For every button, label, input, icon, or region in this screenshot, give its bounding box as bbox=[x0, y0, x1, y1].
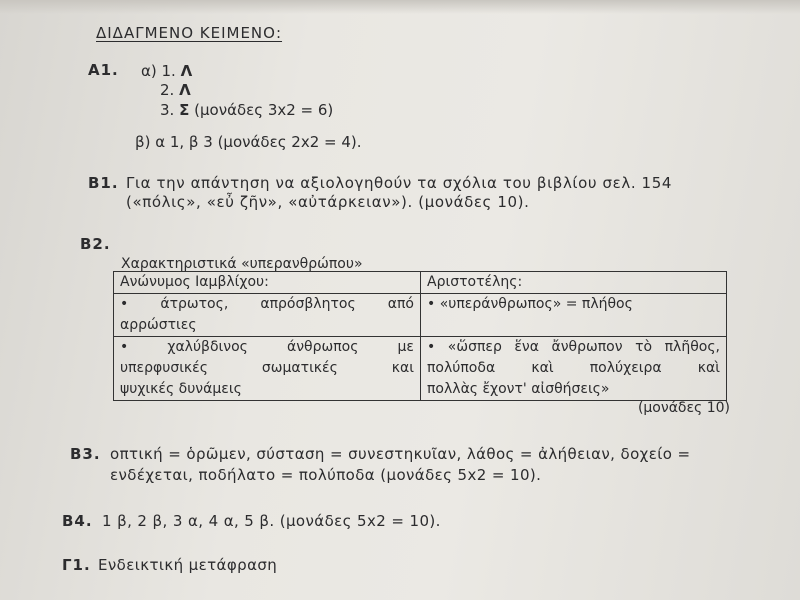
g1-label: Γ1. bbox=[62, 556, 91, 574]
b3-line-1: οπτική = ὁρῶμεν, σύσταση = συνεστηκυῖαν, λάθος = ἀλήθειαν, δοχείο = bbox=[110, 445, 691, 463]
table-cell-right bbox=[421, 294, 727, 337]
cell-line: • «ὥσπερ ἕνα ἄνθρωπον τὸ πλῆθος, bbox=[427, 339, 720, 355]
table-cell-left bbox=[114, 294, 421, 337]
cell-line: αρρώστιες bbox=[120, 317, 197, 333]
b2-label: Β2. bbox=[80, 235, 111, 253]
a1-num-3: 3. bbox=[160, 101, 175, 119]
a1-num-2: 2. bbox=[160, 81, 175, 99]
table-header-left: Ανώνυμος Ιαμβλίχου: bbox=[114, 272, 421, 294]
b2-points: (μονάδες 10) bbox=[637, 400, 730, 416]
a1-alpha-line-1 bbox=[141, 62, 192, 80]
page-title: ΔΙΔΑΓΜΕΝΟ ΚΕΙΜΕΝΟ: bbox=[96, 24, 283, 42]
cell-line: ψυχικές δυνάμεις bbox=[120, 381, 242, 397]
page-top-shadow bbox=[0, 0, 800, 14]
a1-alpha-prefix: α) 1. bbox=[141, 62, 176, 80]
cell-line: • «υπεράνθρωπος» = πλήθος bbox=[427, 296, 633, 312]
cell-line: • άτρωτος, απρόσβλητος από bbox=[120, 296, 414, 312]
a1-beta-line: β) α 1, β 3 (μονάδες 2x2 = 4). bbox=[135, 133, 362, 151]
b3-line-2: ενδέχεται, ποδήλατο = πολύποδα (μονάδες 5x2 = 10). bbox=[110, 466, 542, 484]
table-row bbox=[114, 337, 727, 401]
b1-line-1: Για την απάντηση να αξιολογηθούν τα σχόλια του βιβλίου σελ. 154 bbox=[126, 174, 672, 192]
g1-text: Ενδεικτική μετάφραση bbox=[98, 556, 278, 574]
a1-alpha-line-2 bbox=[160, 81, 191, 99]
table-cell-left bbox=[114, 337, 421, 401]
a1-alpha-line-3 bbox=[160, 101, 333, 119]
table-caption: Χαρακτηριστικά «υπερανθρώπου» bbox=[121, 256, 363, 272]
a1-answer-1: Λ bbox=[180, 62, 193, 80]
a1-answer-3: Σ bbox=[179, 101, 190, 119]
table-cell-right bbox=[421, 337, 727, 401]
b3-label: Β3. bbox=[70, 445, 101, 463]
b1-label: Β1. bbox=[88, 174, 119, 192]
cell-line: • χαλύβδινος άνθρωπος με bbox=[120, 339, 414, 355]
a1-answer-2: Λ bbox=[179, 81, 191, 99]
a1-label: Α1. bbox=[88, 61, 119, 79]
a1-alpha-points: (μονάδες 3x2 = 6) bbox=[194, 101, 334, 119]
cell-line: υπερφυσικές σωματικές και bbox=[120, 360, 414, 376]
table-row bbox=[114, 294, 727, 337]
cell-line: πολύποδα καὶ πολύχειρα καὶ bbox=[427, 360, 720, 376]
table-header-right: Αριστοτέλης: bbox=[421, 272, 727, 294]
cell-line: πολλὰς ἔχοντ' αἰσθήσεις» bbox=[427, 381, 610, 397]
b1-line-2: («πόλις», «εὖ ζῆν», «αὐτάρκειαν»). (μονάδες 10). bbox=[126, 193, 530, 211]
b4-text: 1 β, 2 β, 3 α, 4 α, 5 β. (μονάδες 5x2 = 10). bbox=[102, 512, 441, 530]
b4-label: Β4. bbox=[62, 512, 93, 530]
characteristics-table bbox=[113, 271, 727, 401]
table-header-row bbox=[114, 272, 727, 294]
